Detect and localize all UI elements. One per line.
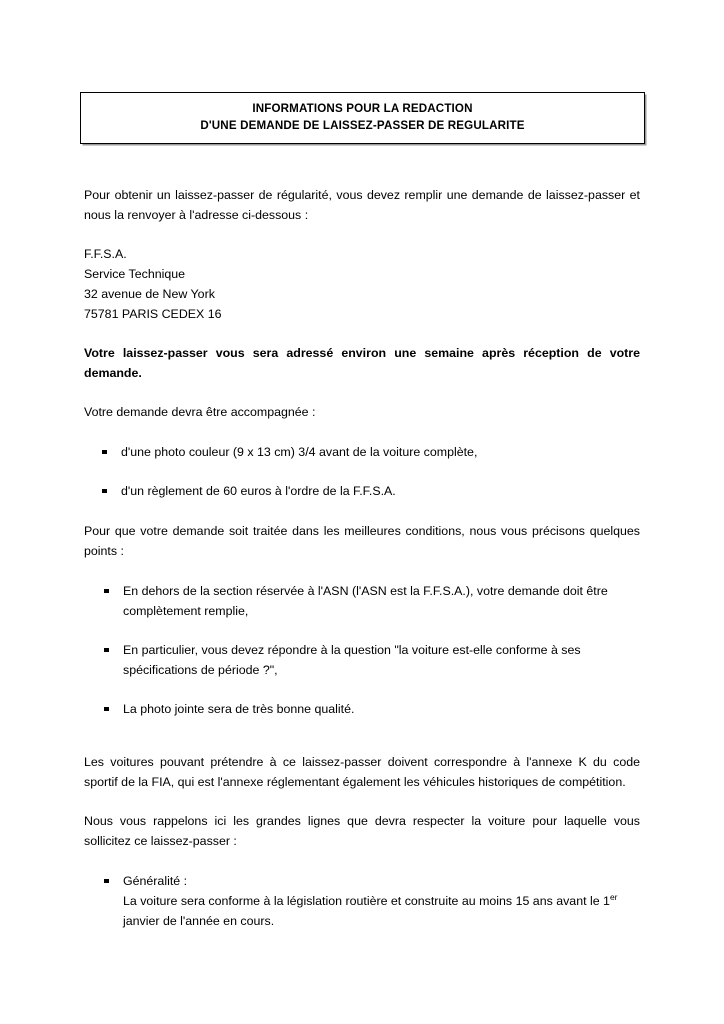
list-item <box>84 871 640 931</box>
list-item <box>84 442 640 462</box>
generality-body-ordinal-suffix: er <box>609 891 618 902</box>
spacer <box>84 225 640 244</box>
point-item-conformity-question: En particulier, vous devez répondre à la question "la voiture est-elle conforme à ses spécifications de période ?", <box>123 643 581 677</box>
point-item-asn-section: En dehors de la section réservée à l'ASN (l'ASN est la F.F.S.A.), votre demande doit être complètement remplie, <box>123 584 608 618</box>
attachments-intro-paragraph: Votre demande devra être accompagnée : <box>84 405 316 419</box>
address-line-department: Service Technique <box>84 267 186 281</box>
points-intro-paragraph: Pour que votre demande soit traitée dans les meilleures conditions, nous vous précisons quelques points : <box>84 524 640 558</box>
spacer <box>84 422 640 442</box>
spacer <box>84 561 640 581</box>
list-item <box>84 640 640 680</box>
point-item-photo-quality: La photo jointe sera de très bonne qualité. <box>123 702 355 716</box>
address-line-street: 32 avenue de New York <box>84 287 215 301</box>
points-list <box>84 581 640 719</box>
generality-body <box>123 891 640 931</box>
list-item <box>84 481 640 501</box>
spacer <box>84 324 640 343</box>
attachment-item-payment: d'un règlement de 60 euros à l'ordre de la F.F.S.A. <box>121 484 396 498</box>
document-body <box>84 185 640 931</box>
spacer <box>84 851 640 871</box>
spacer <box>84 792 640 811</box>
attachment-item-photo: d'une photo couleur (9 x 13 cm) 3/4 avant de la voiture complète, <box>121 445 478 459</box>
document-title-line-2: D'UNE DEMANDE DE LAISSEZ-PASSER DE REGULARITE <box>200 118 525 132</box>
delivery-notice-paragraph: Votre laissez-passer vous sera adressé environ une semaine après réception de votre demande. <box>84 346 640 380</box>
list-item <box>84 699 640 719</box>
guidelines-list <box>84 871 640 931</box>
document-title-box <box>80 92 645 144</box>
annexe-k-paragraph: Les voitures pouvant prétendre à ce laissez-passer doivent correspondre à l'annexe K du code sportif de la FIA, qui est l'annexe réglementant également les véhicules historiques de compétition. <box>84 755 640 789</box>
guidelines-intro-paragraph: Nous vous rappelons ici les grandes lignes que devra respecter la voiture pour laquelle vous sollicitez ce laissez-passer : <box>84 814 640 848</box>
attachments-list <box>84 442 640 501</box>
generality-body-part1: La voiture sera conforme à la législation routière et construite au moins 15 ans avant le 1 <box>123 894 610 908</box>
spacer <box>84 719 640 752</box>
spacer <box>84 501 640 521</box>
address-line-organization: F.F.S.A. <box>84 247 127 261</box>
generality-body-part2: janvier de l'année en cours. <box>123 914 275 928</box>
list-item <box>84 581 640 621</box>
address-line-postal: 75781 PARIS CEDEX 16 <box>84 307 222 321</box>
document-title-line-1: INFORMATIONS POUR LA REDACTION <box>252 102 473 115</box>
spacer <box>84 383 640 402</box>
generality-heading: Généralité : <box>123 874 188 888</box>
intro-paragraph: Pour obtenir un laissez-passer de régularité, vous devez remplir une demande de laissez-passer et nous la renvoyer à l'adresse ci-dessous : <box>84 188 640 222</box>
address-block <box>84 244 640 324</box>
